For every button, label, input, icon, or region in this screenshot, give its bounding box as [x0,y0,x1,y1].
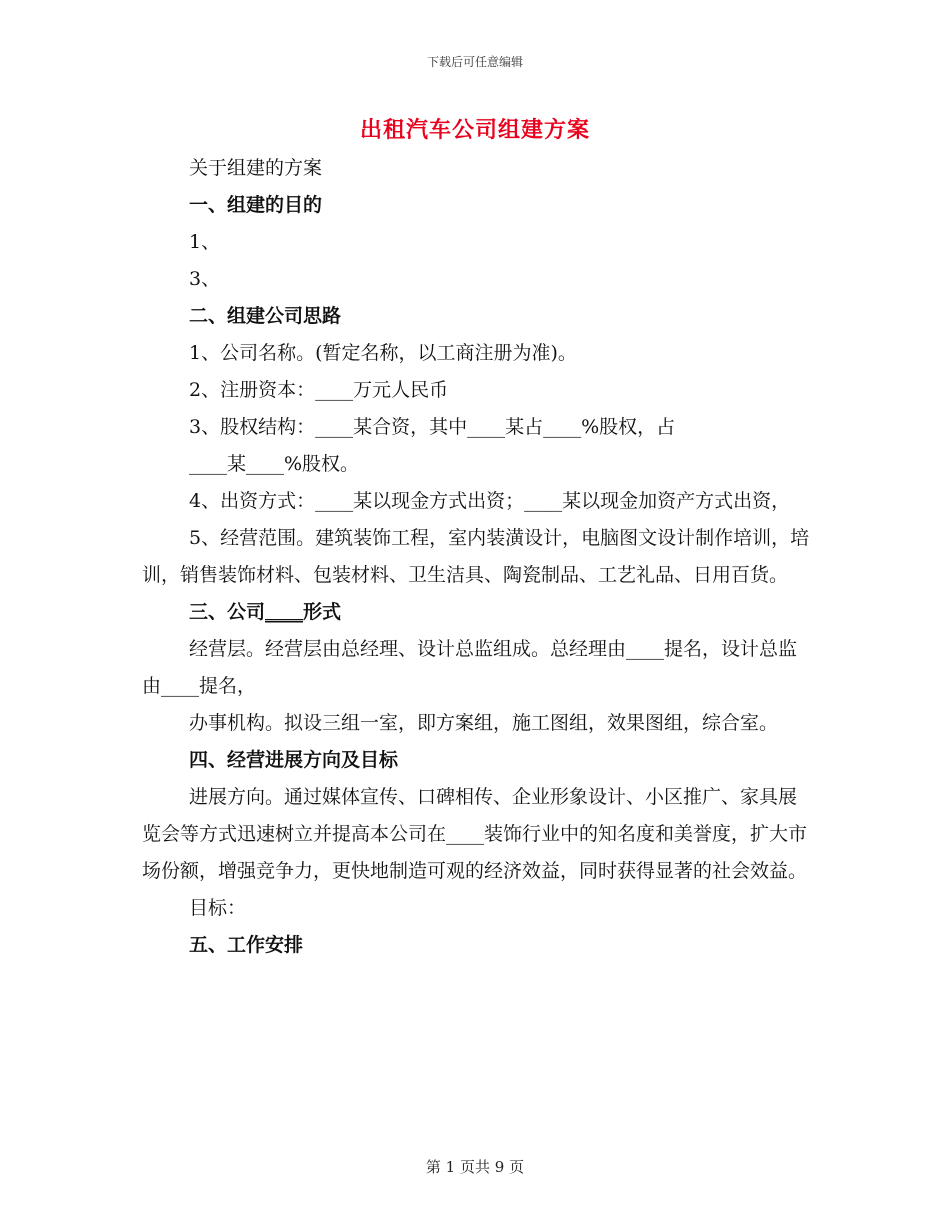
page-footer: 第 1 页共 9 页 [425,1158,525,1176]
page-header: 下载后可任意编辑 [426,55,523,69]
registered-capital-item: 2、注册资本：____万元人民币 [189,379,449,401]
list-item-3: 3、 [189,268,221,290]
company-name-item: 1、公司名称。(暂定名称，以工商注册为准)。 [189,342,577,364]
equity-structure-item: 3、股权结构：____某合资，其中____某占____%股权，占 [189,416,676,438]
section-heading-3-prefix: 三、公司 [189,601,266,623]
section-heading-3-suffix: 形式 [303,601,342,623]
business-scope-item: 5、经营范围。建筑装饰工程，室内装潢设计，电脑图文设计制作培训，培训，销售装饰材料、包装材料、卫生洁具、陶瓷制品、工艺礼品、日用百货。 [142,527,810,586]
management-layer-paragraph: 经营层。经营层由总经理、设计总监组成。总经理由____提名，设计总监由____提名， [142,638,798,697]
section-heading-4: 四、经营进展方向及目标 [189,749,399,771]
section-heading-5: 五、工作安排 [189,934,304,956]
equity-structure-continued: ____某____%股权。 [189,453,360,475]
section-heading-1: 一、组建的目的 [189,194,323,216]
office-structure-paragraph: 办事机构。拟设三组一室，即方案组，施工图组，效果图组，综合室。 [189,712,779,734]
investment-method-item: 4、出资方式：____某以现金方式出资；____某以现金加资产方式出资， [189,490,791,512]
list-item-1: 1、 [189,231,221,253]
goals-line: 目标： [189,897,247,919]
section-heading-2: 二、组建公司思路 [189,305,342,327]
section-heading-3-blank: ____ [265,601,304,623]
intro-line: 关于组建的方案 [189,157,323,179]
section-heading-3 [142,594,810,631]
development-direction-paragraph: 进展方向。通过媒体宣传、口碑相传、企业形象设计、小区推广、家具展览会等方式迅速树立并提高本公司在____装饰行业中的知名度和美誉度，扩大市场份额，增强竞争力，更快地制造可观的经济效益，同时获得显著的社会效益。 [142,786,808,882]
document-title: 出租汽车公司组建方案 [359,117,590,143]
document-body [142,150,810,964]
